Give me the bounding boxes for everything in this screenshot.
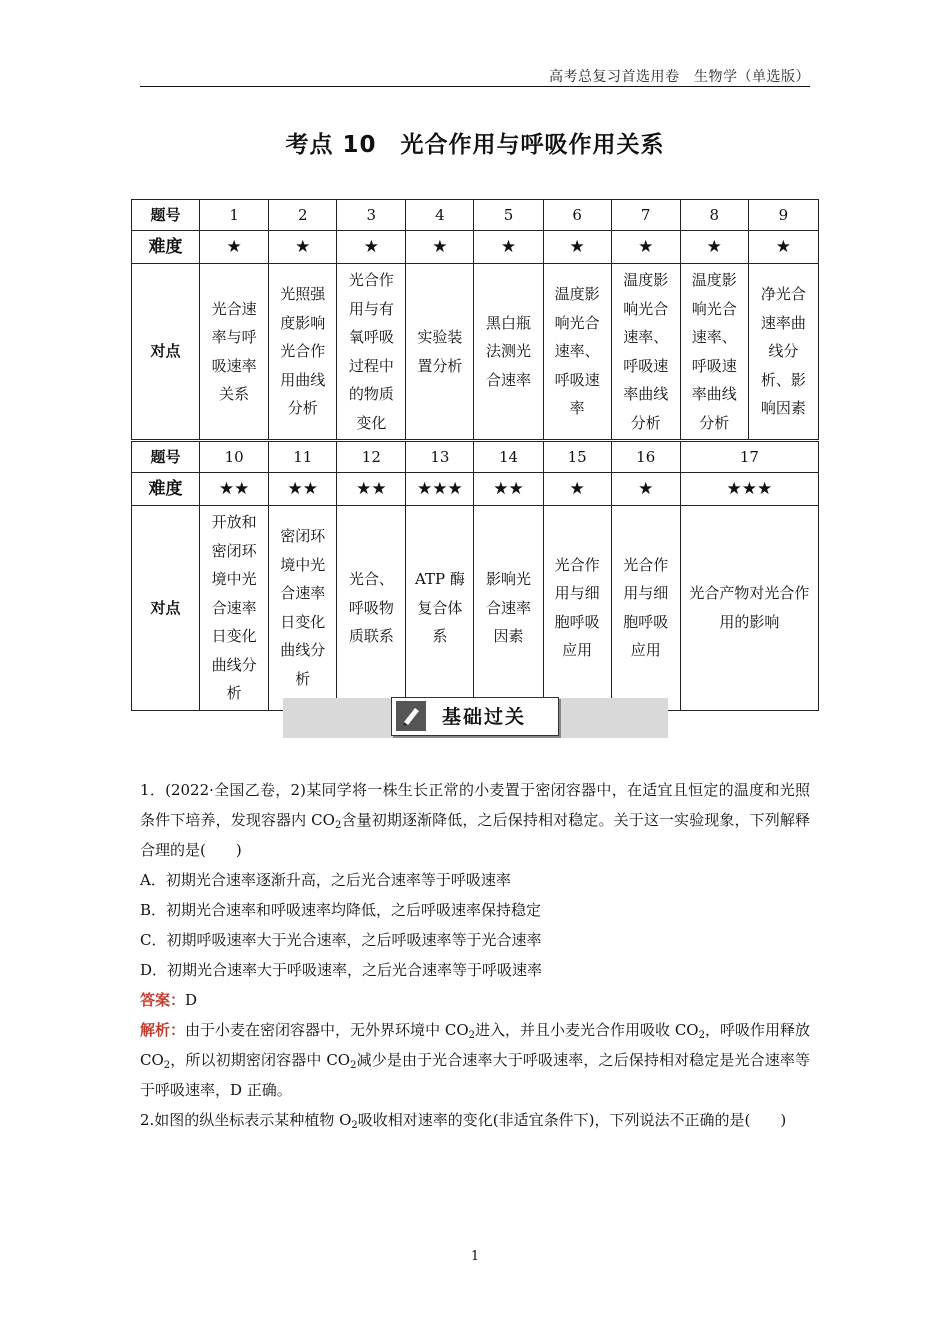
difficulty-stars: ★★ — [200, 473, 269, 506]
test-point-table — [131, 199, 819, 711]
difficulty-stars: ★ — [543, 231, 611, 264]
difficulty-stars: ★★ — [474, 473, 543, 506]
row-header-number: 题号 — [132, 200, 200, 231]
row-header-number: 题号 — [132, 441, 200, 473]
table-row-number — [132, 200, 819, 231]
test-point: 净光合速率曲线分析、影响因素 — [748, 264, 818, 441]
test-point: 光照强度影响光合作用曲线分析 — [269, 264, 337, 441]
analysis: 解析：由于小麦在密闭容器中，无外界环境中 $CO_2$进入，并且小麦光合作用吸收 $CO_2$，呼吸作用释放 $CO_2$，所以初期密闭容器中 $CO_2$减少是由于光合速率大于呼吸速率，之后保持相对稳定是光合速率等于呼吸速率，D 正确。 — [140, 1021, 810, 1099]
question-number: 17 — [680, 441, 818, 473]
row-header-point: 对点 — [132, 264, 200, 441]
question-number: 1 — [200, 200, 269, 231]
difficulty-stars: ★ — [269, 231, 337, 264]
test-point: 温度影响光合速率、呼吸速率曲线分析 — [680, 264, 748, 441]
difficulty-stars: ★ — [406, 231, 474, 264]
row-header-difficulty: 难度 — [132, 473, 200, 506]
row-header-difficulty: 难度 — [132, 231, 200, 264]
question-number: 2 — [269, 200, 337, 231]
answer-label: 答案： — [140, 991, 186, 1009]
question-number: 8 — [680, 200, 748, 231]
difficulty-stars: ★★★ — [406, 473, 474, 506]
answer-value: D — [185, 991, 198, 1009]
test-point: 黑白瓶法测光合速率 — [474, 264, 543, 441]
test-point: 光合产物对光合作用的影响 — [680, 506, 818, 711]
header-rule — [140, 86, 810, 87]
question-number: 15 — [543, 441, 611, 473]
table-row-number — [132, 441, 819, 473]
test-point: 开放和密闭环境中光合速率日变化曲线分析 — [200, 506, 269, 711]
page-number: 1 — [470, 1249, 480, 1264]
test-point: 光合、呼吸物质联系 — [337, 506, 406, 711]
test-point: ATP 酶复合体系 — [406, 506, 474, 711]
question-number: 11 — [269, 441, 337, 473]
test-point: 光合作用与细胞呼吸应用 — [543, 506, 611, 711]
question-1 — [140, 775, 810, 1135]
option-d: D．初期光合速率大于呼吸速率，之后光合速率等于呼吸速率 — [140, 961, 543, 979]
page-title: 考点 10 光合作用与呼吸作用关系 — [285, 132, 665, 158]
row-header-point: 对点 — [132, 506, 200, 711]
question-number: 13 — [406, 441, 474, 473]
test-point: 温度影响光合速率、呼吸速率曲线分析 — [611, 264, 680, 441]
test-point: 实验装置分析 — [406, 264, 474, 441]
difficulty-stars: ★ — [611, 231, 680, 264]
difficulty-stars: ★ — [543, 473, 611, 506]
option-c: C．初期呼吸速率大于光合速率，之后呼吸速率等于光合速率 — [140, 931, 542, 949]
test-point: 光合速率与呼吸速率关系 — [200, 264, 269, 441]
difficulty-stars: ★ — [200, 231, 269, 264]
difficulty-stars: ★ — [474, 231, 543, 264]
table-row-difficulty — [132, 473, 819, 506]
question-number: 6 — [543, 200, 611, 231]
table-row-point — [132, 506, 819, 711]
section-banner-box — [391, 697, 559, 736]
question-number: 3 — [337, 200, 406, 231]
question-number: 16 — [611, 441, 680, 473]
difficulty-stars: ★ — [611, 473, 680, 506]
difficulty-stars: ★ — [680, 231, 748, 264]
question-number: 5 — [474, 200, 543, 231]
question-number: 7 — [611, 200, 680, 231]
difficulty-stars: ★ — [337, 231, 406, 264]
question-1-stem: 1．(2022·全国乙卷，2)某同学将一株生长正常的小麦置于密闭容器中，在适宜且恒定的温度和光照条件下培养，发现容器内 $CO_2$含量初期逐渐降低，之后保持相对稳定。关于这一实验现象，下列解释合理的是( ) — [140, 781, 810, 859]
header-text: 高考总复习首选用卷 生物学（单选版） — [549, 69, 810, 85]
table-row-point — [132, 264, 819, 441]
question-number: 4 — [406, 200, 474, 231]
difficulty-stars: ★★ — [337, 473, 406, 506]
test-point: 光合作用与细胞呼吸应用 — [611, 506, 680, 711]
test-point: 温度影响光合速率、呼吸速率 — [543, 264, 611, 441]
test-point: 影响光合速率因素 — [474, 506, 543, 711]
difficulty-stars: ★★ — [269, 473, 337, 506]
test-point: 密闭环境中光合速率日变化曲线分析 — [269, 506, 337, 711]
difficulty-stars: ★★★ — [680, 473, 818, 506]
difficulty-stars: ★ — [748, 231, 818, 264]
section-banner-label: 基础过关 — [442, 706, 527, 728]
question-2-stem: 2.如图的纵坐标表示某种植物 $O_2$吸收相对速率的变化(非适宜条件下)，下列说法不正确的是( ) — [140, 1111, 787, 1131]
analysis-label: 解析： — [140, 1021, 186, 1039]
question-number: 9 — [748, 200, 818, 231]
pencil-icon — [396, 701, 426, 731]
question-number: 10 — [200, 441, 269, 473]
table-row-difficulty — [132, 231, 819, 264]
answer-line — [140, 985, 810, 1015]
question-number: 14 — [474, 441, 543, 473]
test-point: 光合作用与有氧呼吸过程中的物质变化 — [337, 264, 406, 441]
question-number: 12 — [337, 441, 406, 473]
option-a: A．初期光合速率逐渐升高，之后光合速率等于呼吸速率 — [140, 871, 511, 889]
option-b: B．初期光合速率和呼吸速率均降低，之后呼吸速率保持稳定 — [140, 901, 542, 919]
